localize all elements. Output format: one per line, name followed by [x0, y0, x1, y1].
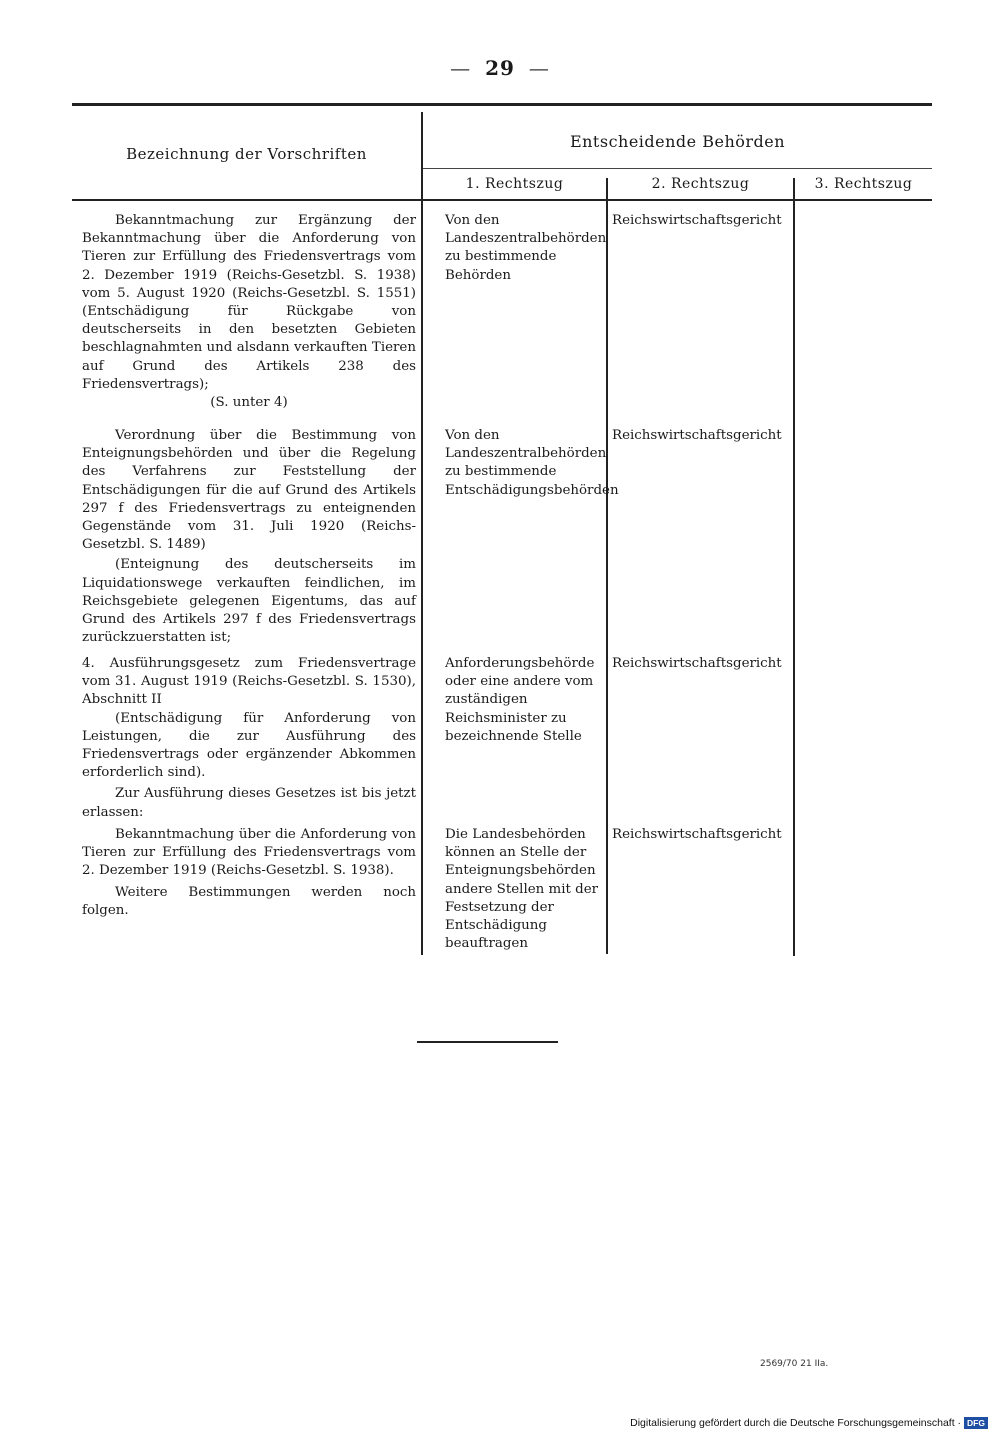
authority-text: Die Landesbehörden können an Stelle der Enteignungsbehörden andere Stellen mit der Festsetzung der Entschädigung beauftragen — [445, 827, 599, 952]
table-row-2-instance-1 — [427, 427, 619, 500]
print-code: 2569/70 21 IIa. — [760, 1359, 829, 1369]
regulation-note: (S. unter 4) — [210, 395, 288, 411]
header-mid-rule — [421, 168, 932, 169]
table-row-3-instance-1 — [427, 655, 602, 746]
table-row-1-instance-1 — [427, 212, 607, 285]
table-row-2-instance-2 — [612, 427, 792, 445]
page-number-dash-left: — — [450, 56, 472, 80]
dfg-footer — [630, 1417, 988, 1429]
authority-text: Reichswirtschaftsgericht — [612, 213, 782, 228]
page-number-dash-right: — — [528, 56, 550, 80]
header-instance-1: 1. Rechtszug — [465, 176, 564, 192]
header-authorities: Entscheidende Behörden — [569, 132, 786, 151]
regulation-text: Bekanntmachung über die Anforderung von Tieren zur Erfüllung des Friedensvertrags vom 2. Dezember 1919 (Reichs-Gesetzbl. S. 1938). — [82, 827, 416, 879]
header-instance-2: 2. Rechtszug — [651, 176, 750, 192]
column-divider-main — [421, 112, 423, 955]
authority-text: Anforderungsbehörde oder eine andere vom zuständigen Reichsminister zu bezeichnende Stelle — [445, 656, 595, 744]
table-row-1-regulation — [82, 212, 416, 412]
table-row-4-instance-2 — [612, 826, 792, 844]
column-divider-3 — [793, 178, 795, 956]
table-row-3-instance-2 — [612, 655, 792, 673]
header-instance-3: 3. Rechtszug — [814, 176, 913, 192]
end-rule — [417, 1041, 558, 1043]
regulation-note: (Entschädigung für Anforderung von Leistungen, die zur Ausführung des Friedensvertrags oder ergänzender Abkommen erforderlich sind). — [82, 710, 416, 781]
authority-text: Reichswirtschaftsgericht — [612, 428, 782, 443]
regulation-text: Bekanntmachung zur Ergänzung der Bekanntmachung über die Anforderung von Tieren zur Erfüllung des Friedensvertrags vom 2. Dezember 1919 (Reichs-Gesetzbl. S. 1938) vom 5. August 1920 (Reichs-Gesetzbl. S. 1551) (Entschädigung für Rückgabe von deutscherseits in den besetzten Gebieten beschlagnahmten und alsdann verkauften Tieren auf Grund des Artikels 238 des Friedensvertrags); — [82, 213, 416, 392]
regulation-note-2: Zur Ausführung dieses Gesetzes ist bis jetzt erlassen: — [82, 786, 416, 820]
header-bottom-rule — [72, 199, 932, 201]
authority-text: Von den Landeszentralbehörden zu bestimmende Entschädigungsbehörden — [445, 428, 619, 498]
authority-text: Von den Landeszentralbehörden zu bestimmende Behörden — [445, 213, 607, 283]
regulation-text: Verordnung über die Bestimmung von Enteignungsbehörden und über die Regelung des Verfahrens zur Feststellung der Entschädigungen für die auf Grund des Artikels 297 f des Friedensvertrags zu enteignenden Gegenstände vom 31. Juli 1920 (Reichs-Gesetzbl. S. 1489) — [82, 428, 416, 553]
page-number-value: 29 — [485, 56, 515, 80]
table-top-rule — [72, 103, 932, 106]
authority-text: Reichswirtschaftsgericht — [612, 656, 782, 671]
table-row-3-regulation — [82, 655, 416, 822]
authority-text: Reichswirtschaftsgericht — [612, 827, 782, 842]
header-regulations: Bezeichnung der Vorschriften — [126, 145, 367, 163]
column-divider-2 — [606, 178, 608, 954]
regulation-note: (Enteignung des deutscherseits im Liquidationswege verkauften feindlichen, im Reichsgebiete gelegenen Eigentums, das auf Grund des Artikels 297 f des Friedensvertrags zurückzuerstatten ist; — [82, 557, 416, 646]
table-row-4-regulation — [82, 826, 416, 920]
table-row-4-instance-1 — [427, 826, 602, 953]
dfg-logo-icon: DFG — [964, 1417, 988, 1429]
table-row-1-instance-2 — [612, 212, 792, 230]
dfg-text: Digitalisierung gefördert durch die Deutsche Forschungsgemeinschaft · — [630, 1417, 962, 1429]
regulation-text: 4. Ausführungsgesetz zum Friedensvertrage vom 31. August 1919 (Reichs-Gesetzbl. S. 1530), Abschnitt II — [82, 656, 416, 708]
regulation-note: Weitere Bestimmungen werden noch folgen. — [82, 884, 416, 918]
table-row-2-regulation — [82, 427, 416, 647]
page-number — [0, 56, 1000, 80]
